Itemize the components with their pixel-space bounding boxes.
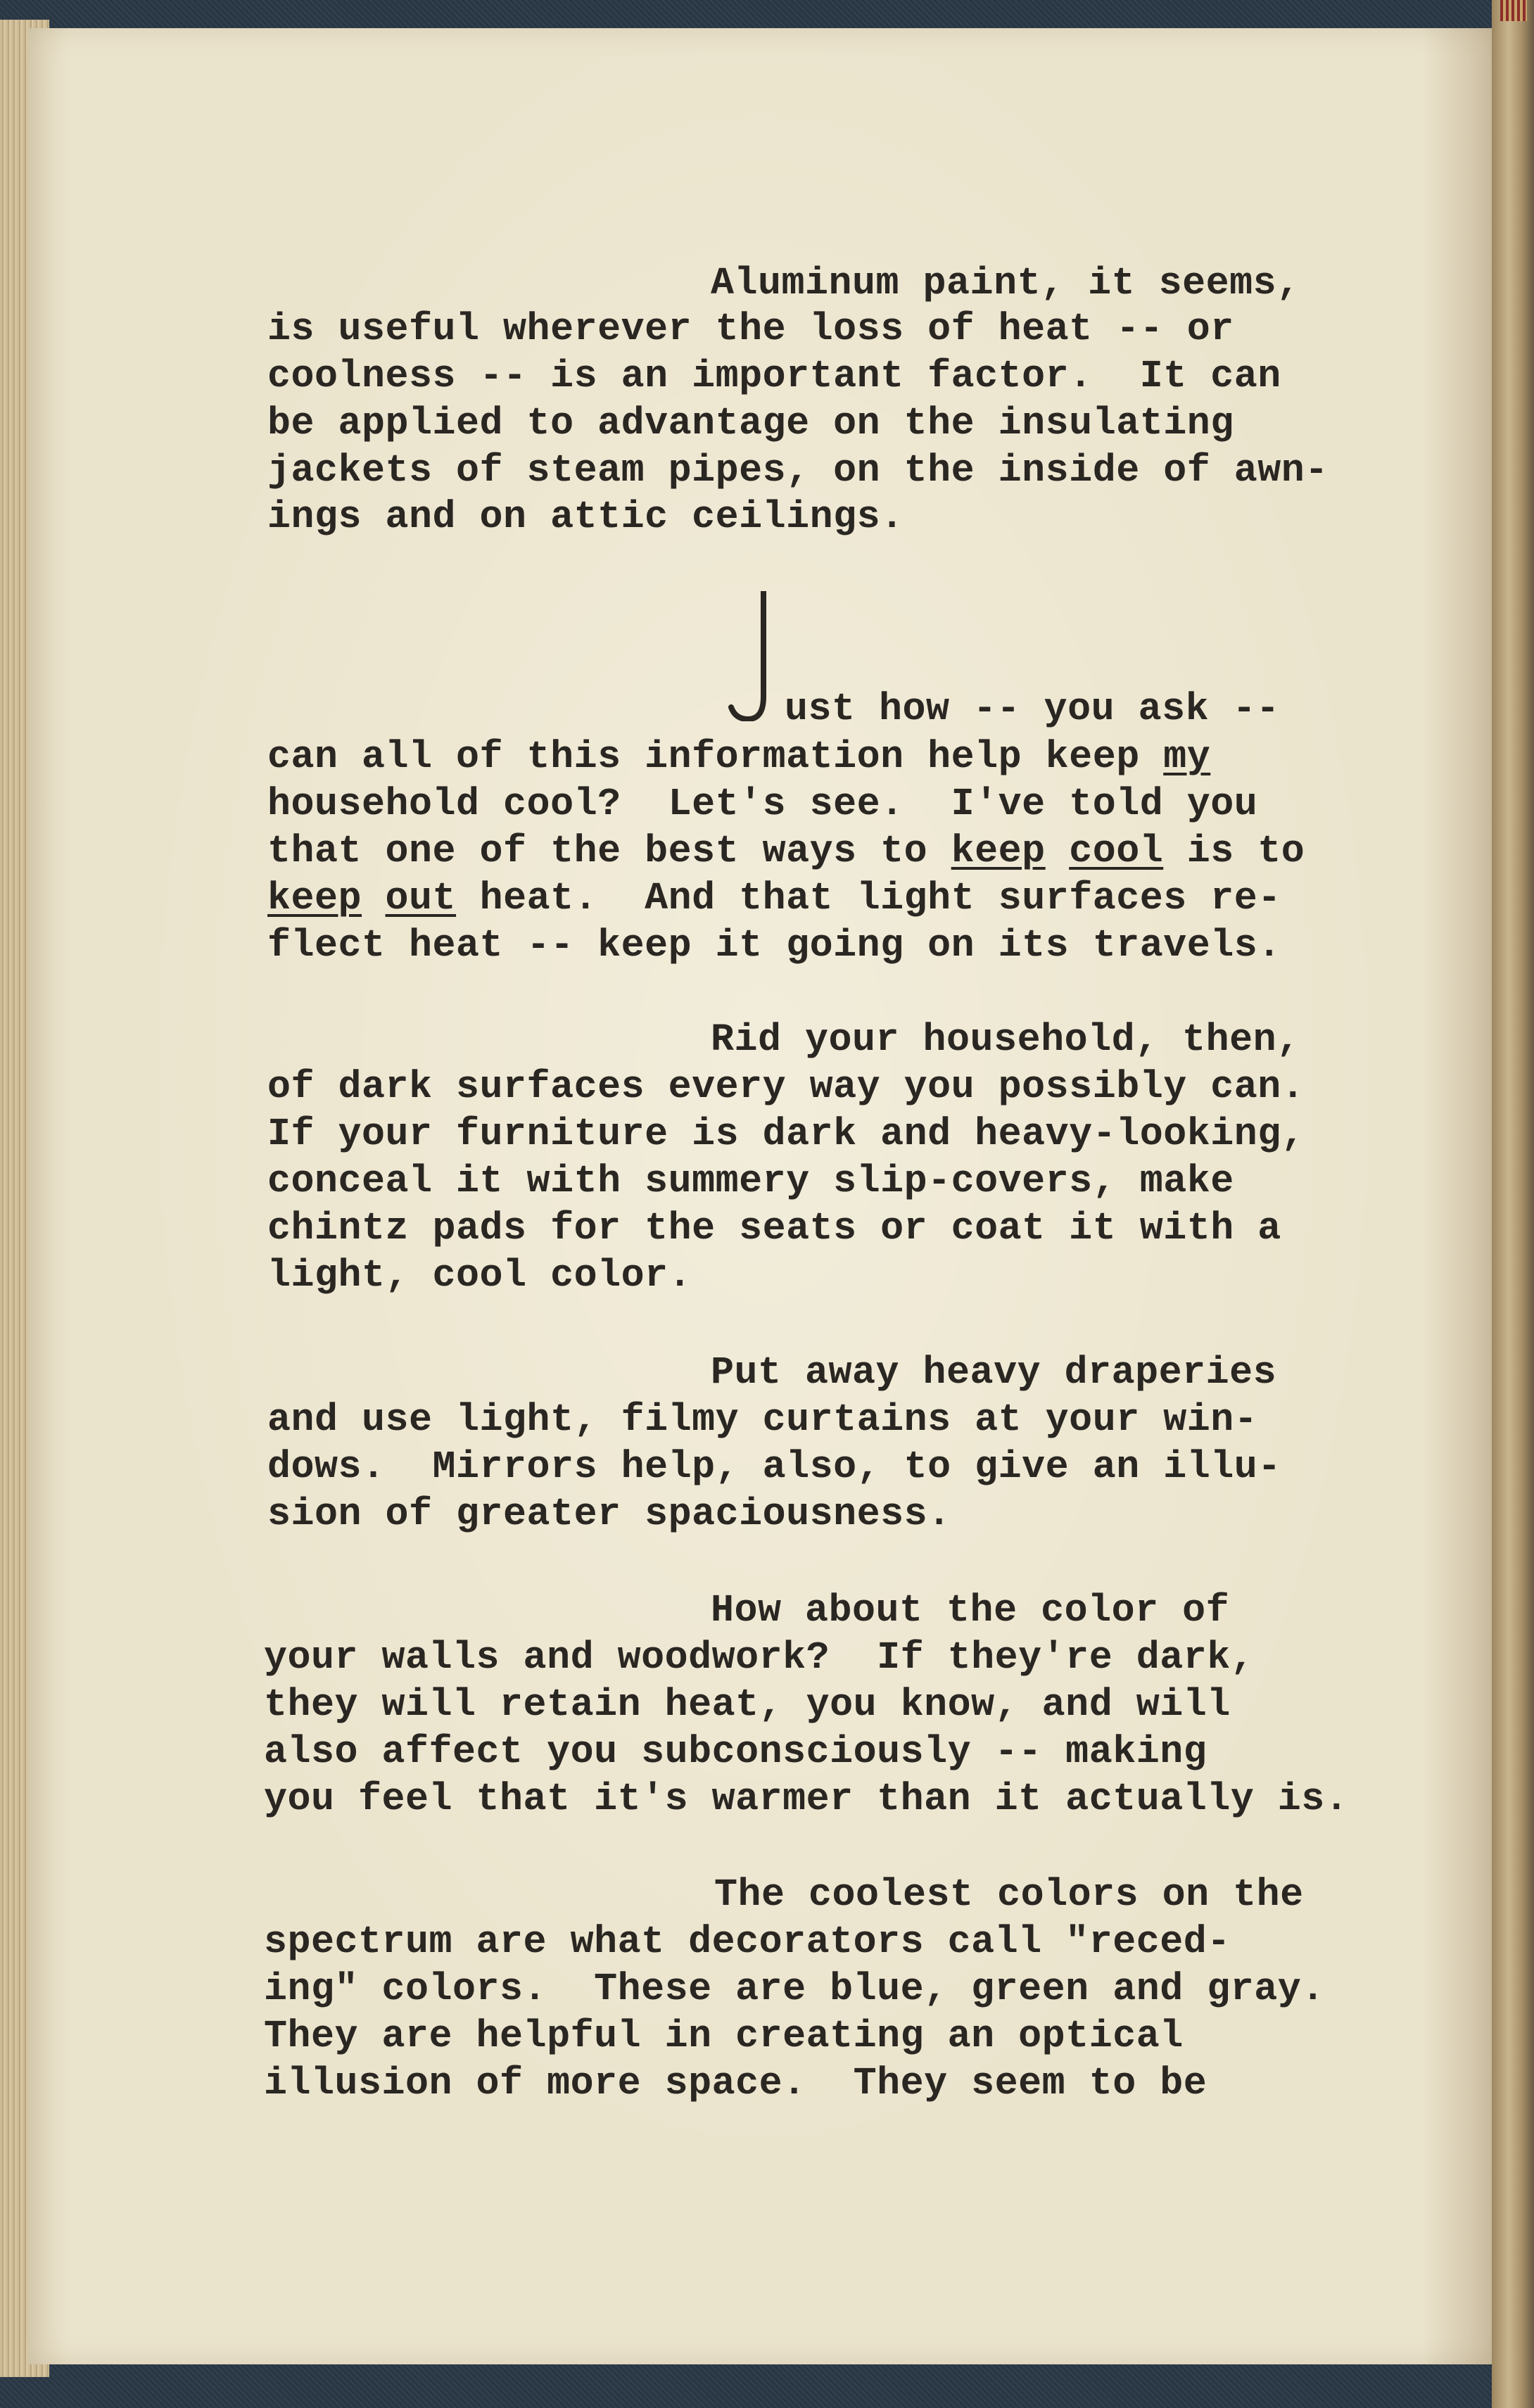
text-line: light, cool color.: [267, 1253, 692, 1298]
text-line: [267, 734, 1210, 780]
text-line: Put away heavy draperies: [711, 1350, 1277, 1395]
underlined-word: cool: [1069, 829, 1164, 873]
text-line: be applied to advantage on the insulating: [267, 401, 1234, 445]
text-line: [267, 875, 1281, 922]
text-run: is to: [1163, 829, 1305, 873]
text-line: jackets of steam pipes, on the inside of awn-: [267, 448, 1329, 493]
underlined-word: my: [1163, 735, 1211, 779]
underlined-word: out: [385, 876, 457, 920]
text-line: your walls and woodwork? If they're dark,: [264, 1635, 1255, 1680]
text-line: The coolest colors on the: [714, 1872, 1304, 1917]
text-line: conceal it with summery slip-covers, make: [267, 1159, 1234, 1203]
text-line: spectrum are what decorators call "reced-: [264, 1920, 1231, 1964]
text-run: heat. And that light surfaces re-: [456, 876, 1281, 920]
text-line: How about the color of: [711, 1588, 1230, 1633]
text-line: sion of greater spaciousness.: [267, 1492, 951, 1536]
drop-cap-j: [728, 591, 771, 721]
text-line: and use light, filmy curtains at your win-: [267, 1398, 1258, 1442]
text-line: If your furniture is dark and heavy-looking,: [267, 1112, 1305, 1156]
text-line: of dark surfaces every way you possibly can.: [267, 1065, 1305, 1109]
text-line: [267, 828, 1305, 875]
text-run: [1046, 829, 1070, 873]
text-line: coolness -- is an important factor. It can: [267, 354, 1281, 398]
text-run: that one of the best ways to: [267, 829, 951, 873]
text-line: ing" colors. These are blue, green and gray.: [264, 1967, 1325, 2011]
text-line: flect heat -- keep it going on its travels.: [267, 923, 1281, 968]
underlined-word: keep: [951, 829, 1046, 873]
text-line: also affect you subconsciously -- making: [264, 1730, 1207, 1774]
text-line: they will retain heat, you know, and will: [264, 1683, 1231, 1727]
text-run: [362, 876, 386, 920]
text-line: ings and on attic ceilings.: [267, 495, 904, 539]
text-line: chintz pads for the seats or coat it with a: [267, 1206, 1281, 1250]
text-line: dows. Mirrors help, also, to give an illu-: [267, 1445, 1281, 1489]
text-line: is useful wherever the loss of heat -- or: [267, 307, 1234, 351]
text-line: Rid your household, then,: [711, 1018, 1300, 1062]
text-run: can all of this information help keep: [267, 735, 1164, 779]
text-line: household cool? Let's see. I've told you: [267, 782, 1258, 826]
text-line: you feel that it's warmer than it actually is.: [264, 1777, 1349, 1821]
underlined-word: keep: [267, 876, 362, 920]
text-line: illusion of more space. They seem to be: [264, 2061, 1207, 2105]
text-line: They are helpful in creating an optical: [264, 2014, 1184, 2058]
text-line: Aluminum paint, it seems,: [711, 261, 1300, 305]
drop-cap-letter: J: [728, 591, 730, 592]
text-line: ust how -- you ask --: [785, 687, 1280, 731]
